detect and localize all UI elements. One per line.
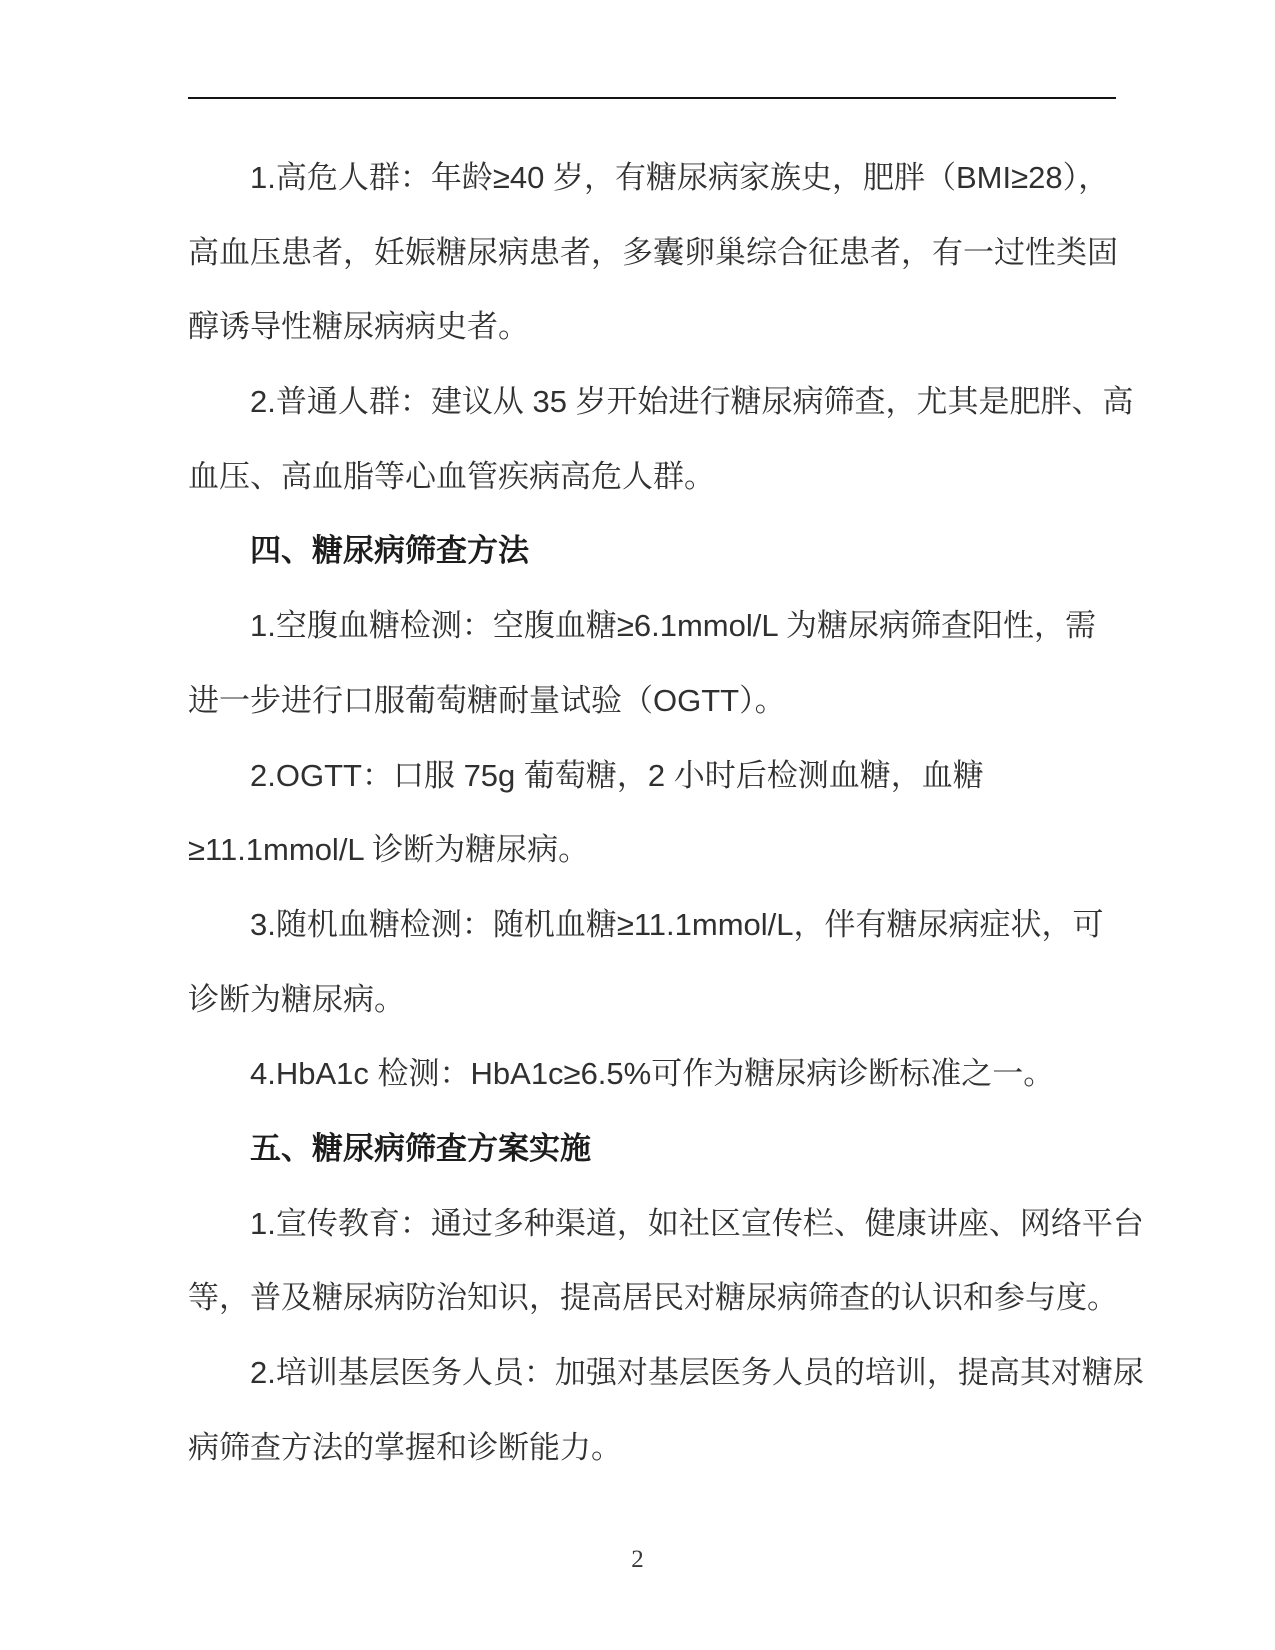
text-line: 3.随机血糖检测：随机血糖≥11.1mmol/L，伴有糖尿病症状，可 — [250, 906, 1104, 942]
header-rule — [188, 97, 1116, 99]
text-line: 4.HbA1c 检测：HbA1c≥6.5%可作为糖尿病诊断标准之一。 — [250, 1056, 1055, 1092]
text-line: 2.普通人群：建议从 35 岁开始进行糖尿病筛查，尤其是肥胖、高 — [250, 384, 1134, 420]
text-line: 病筛查方法的掌握和诊断能力。 — [188, 1429, 622, 1465]
text-line: 醇诱导性糖尿病病史者。 — [188, 309, 529, 345]
text-line: 1.高危人群：年龄≥40 岁，有糖尿病家族史，肥胖（BMI≥28）， — [250, 160, 1110, 195]
text-line: ≥11.1mmol/L 诊断为糖尿病。 — [188, 832, 590, 868]
document-body — [188, 141, 1144, 1485]
text-line: 诊断为糖尿病。 — [188, 981, 405, 1017]
text-line: 进一步进行口服葡萄糖耐量试验（OGTT）。 — [188, 682, 786, 718]
text-line: 2.培训基层医务人员：加强对基层医务人员的培训，提高其对糖尿 — [250, 1355, 1144, 1390]
text-line: 2.OGTT：口服 75g 葡萄糖，2 小时后检测血糖，血糖 — [250, 757, 984, 793]
page-number: 2 — [631, 1546, 644, 1573]
section-heading: 四、糖尿病筛查方法 — [250, 533, 529, 569]
section-heading: 五、糖尿病筛查方案实施 — [250, 1130, 591, 1166]
text-line: 1.宣传教育：通过多种渠道，如社区宣传栏、健康讲座、网络平台 — [250, 1205, 1144, 1241]
text-line: 等，普及糖尿病防治知识，提高居民对糖尿病筛查的认识和参与度。 — [188, 1280, 1118, 1316]
text-line: 1.空腹血糖检测：空腹血糖≥6.1mmol/L 为糖尿病筛查阳性，需 — [250, 608, 1097, 644]
text-line: 血压、高血脂等心血管疾病高危人群。 — [188, 458, 715, 494]
text-line: 高血压患者，妊娠糖尿病患者，多囊卵巢综合征患者，有一过性类固 — [188, 234, 1118, 270]
